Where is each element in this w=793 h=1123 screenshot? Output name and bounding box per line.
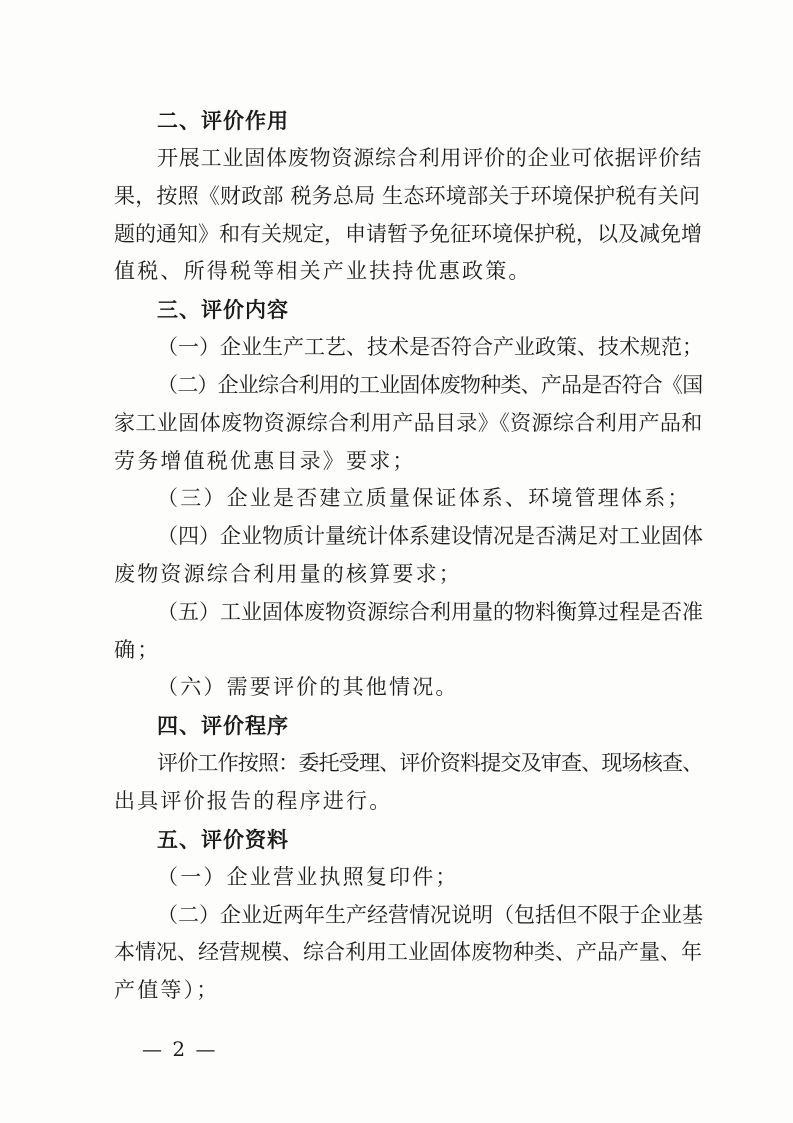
list-item-content-6 <box>114 669 704 707</box>
text-line: （四）企业物质计量统计体系建设情况是否满足对工业固体 <box>157 524 703 549</box>
text-line: 本情况、经营规模、综合利用工业固体废物种类、产品产量、年 <box>114 940 702 965</box>
text-line: （三）企业是否建立质量保证体系、环境管理体系； <box>157 486 691 511</box>
text-line: （二）企业综合利用的工业固体废物种类、产品是否符合《国 <box>157 372 703 397</box>
section-heading-evaluation-procedure: 四、评价程序 <box>157 714 289 739</box>
text-line: 出具评价报告的程序进行。 <box>114 788 393 813</box>
section-heading-evaluation-materials: 五、评价资料 <box>157 827 289 852</box>
text-line: （五）工业固体废物资源综合利用量的物料衡算过程是否准 <box>157 599 703 624</box>
list-item-content-3 <box>114 480 704 518</box>
list-item-materials-1 <box>114 859 704 897</box>
text-line: （二）企业近两年生产经营情况说明（包括但不限于企业基 <box>157 902 703 927</box>
text-line: （一）企业生产工艺、技术是否符合产业政策、技术规范； <box>157 335 703 360</box>
text-line: 值税、所得税等相关产业扶持优惠政策。 <box>114 259 532 284</box>
text-line: 产值等）； <box>114 978 220 1003</box>
text-line: （六）需要评价的其他情况。 <box>157 675 459 700</box>
list-item-content-2 <box>114 367 704 480</box>
page-number: — 2 — <box>142 1037 218 1061</box>
text-line: 废物资源综合利用量的核算要求； <box>114 561 462 586</box>
document-body <box>114 102 704 1010</box>
section-heading-evaluation-role: 二、评价作用 <box>157 109 289 133</box>
text-line: 家工业固体废物资源综合利用产品目录》《资源综合利用产品和 <box>114 410 703 435</box>
list-item-materials-2 <box>114 897 704 1010</box>
text-line: （一）企业营业执照复印件； <box>157 864 459 889</box>
paragraph-evaluation-role <box>114 140 704 291</box>
list-item-content-4 <box>114 518 704 594</box>
text-line: 题的通知》和有关规定，申请暂予免征环境保护税，以及减免增 <box>114 221 702 246</box>
section-heading-evaluation-content: 三、评价内容 <box>157 298 289 323</box>
text-line: 开展工业固体废物资源综合利用评价的企业可依据评价结 <box>157 146 702 170</box>
list-item-content-1 <box>114 329 704 367</box>
list-item-content-5 <box>114 594 704 670</box>
paragraph-evaluation-procedure <box>114 745 704 821</box>
text-line: 评价工作按照：委托受理、评价资料提交及审查、现场核查、 <box>157 751 703 776</box>
text-line: 劳务增值税优惠目录》要求； <box>114 448 416 473</box>
text-line: 确； <box>114 637 161 662</box>
text-line: 果，按照《财政部 税务总局 生态环境部关于环境保护税有关问 <box>114 183 701 208</box>
